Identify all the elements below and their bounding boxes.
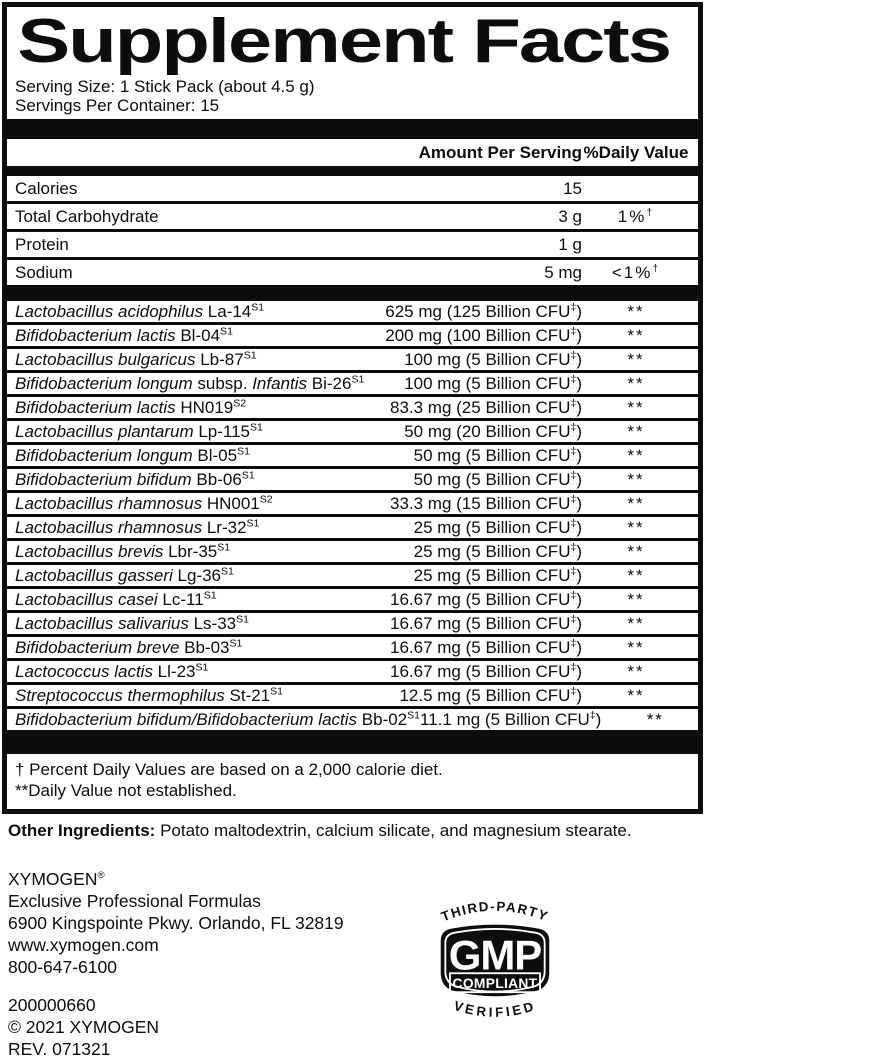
other-ingredients-text: Potato maltodextrin, calcium silicate, and magnesium stearate. <box>155 821 632 840</box>
table-row <box>7 613 698 637</box>
table-row <box>7 469 698 493</box>
registered-mark: ® <box>97 870 105 881</box>
ingredient-name: Lactococcus lactis $Ll-23^{S1}$ <box>15 661 209 681</box>
footnote-not-established: **Daily Value not established. <box>15 781 237 800</box>
company-block <box>8 865 697 978</box>
ingredient-amount: 50 mg (5 Billion CFU‡) <box>413 469 582 489</box>
ingredient-amount: 25 mg (5 Billion CFU‡) <box>413 565 582 585</box>
ingredient-name: Lactobacillus plantarum $Lp-115^{S1}$ <box>15 421 263 441</box>
ingredient-name: Lactobacillus brevis Lbr-$35^{S1}$ <box>15 541 231 561</box>
ingredient-daily-value: ** <box>627 350 645 369</box>
ingredient-amount: 200 mg (100 Billion CFU‡) <box>385 325 582 345</box>
badge-box-text: COMPLIANT <box>452 975 538 992</box>
ingredient-name: Calories <box>15 179 78 198</box>
divider-bar-header <box>7 166 698 176</box>
ingredient-amount: 3 g <box>558 207 582 226</box>
ingredient-amount: 15 <box>563 179 582 198</box>
table-row <box>7 204 698 232</box>
ingredient-amount: 33.3 mg (15 Billion CFU‡) <box>390 493 582 513</box>
table-row <box>7 349 698 373</box>
copyright: © 2021 XYMOGEN <box>8 1016 160 1037</box>
column-header-row <box>7 139 698 166</box>
ingredient-daily-value: ** <box>627 374 645 393</box>
ingredient-name: Streptococcus thermophilus $St-21^{S1}$ <box>15 685 284 705</box>
table-row <box>7 421 698 445</box>
ingredient-daily-value: ** <box>627 470 645 489</box>
company-phone: 800-647-6100 <box>8 956 117 977</box>
ingredient-amount: 16.67 mg (5 Billion CFU‡) <box>390 613 582 633</box>
table-row <box>7 685 698 709</box>
ingredient-name: Bifidobacterium longum $Bl-05^{S1}$ <box>15 445 250 465</box>
ingredient-daily-value: ** <box>627 494 645 513</box>
table-row <box>7 445 698 469</box>
table-row <box>7 232 698 260</box>
ingredient-daily-value: ** <box>627 686 645 705</box>
gmp-compliant-badge-icon <box>427 899 563 1027</box>
table-row <box>7 541 698 565</box>
item-number: 200000660 <box>8 994 96 1015</box>
ingredient-daily-value: ** <box>627 566 645 585</box>
table-row <box>7 637 698 661</box>
table-row <box>7 301 698 325</box>
svg-text:VERIFIED <box>452 998 538 1020</box>
table-row <box>7 661 698 685</box>
divider-bar-footnote <box>7 730 698 754</box>
ingredient-amount: 100 mg (5 Billion CFU‡) <box>404 373 582 393</box>
company-address: 6900 Kingspointe Pkwy. Orlando, FL 32819 <box>8 912 344 933</box>
ingredient-name: Bifidobacterium lactis $Bl-04^{S1}$ <box>15 325 233 345</box>
ingredient-name: Lactobacillus acidophilus $La-14^{S1}$ <box>15 301 265 321</box>
ingredient-name: Lactobacillus gasseri $Lg-36^{S1}$ <box>15 565 234 585</box>
ingredient-daily-value: ** <box>627 590 645 609</box>
brand-name: XYMOGEN® <box>8 868 105 889</box>
table-row <box>7 176 698 204</box>
ingredient-daily-value: ** <box>627 518 645 537</box>
ingredient-amount: 16.67 mg (5 Billion CFU‡) <box>390 637 582 657</box>
ingredient-name: Sodium <box>15 263 73 282</box>
ingredient-daily-value: ** <box>627 422 645 441</box>
ingredient-name: Bifidobacterium bifidum/Bifidobacterium lactis $Bb-02^{S1}$ <box>15 709 421 729</box>
ingredient-daily-value: ** <box>627 398 645 417</box>
badge-arc-bottom-text: VERIFIED <box>451 997 539 1020</box>
ingredient-daily-value: ** <box>627 614 645 633</box>
serving-size: Serving Size: 1 Stick Pack (about 4.5 g) <box>15 77 315 96</box>
ingredient-amount: 16.67 mg (5 Billion CFU‡) <box>390 589 582 609</box>
ingredient-daily-value: <1%† <box>611 262 661 282</box>
table-row <box>7 517 698 541</box>
serving-info <box>7 75 698 119</box>
ingredient-amount: 16.67 mg (5 Billion CFU‡) <box>390 661 582 681</box>
svg-text:THIRD-PARTY <box>439 899 551 924</box>
ingredient-name: Bifidobacterium bifidum $Bb-06^{S1}$ <box>15 469 255 489</box>
ingredient-amount: 5 mg <box>544 263 582 282</box>
ingredient-amount: 1 g <box>558 235 582 254</box>
table-row <box>7 373 698 397</box>
panel-title: Supplement Facts <box>17 7 671 76</box>
probiotics-table <box>7 301 698 730</box>
other-ingredients <box>8 821 697 841</box>
other-ingredients-label: Other Ingredients: <box>8 821 156 840</box>
ingredient-daily-value: ** <box>627 302 645 321</box>
badge-arc-top-text: THIRD-PARTY <box>439 899 551 925</box>
table-row <box>7 260 698 285</box>
ingredient-name: Protein <box>15 235 69 254</box>
ingredient-amount: 83.3 mg (25 Billion CFU‡) <box>390 397 582 417</box>
ingredient-amount: 100 mg (5 Billion CFU‡) <box>404 349 582 369</box>
footnote-daily-value: † Percent Daily Values are based on a 2,000 calorie diet. <box>15 760 443 779</box>
ingredient-amount: 12.5 mg (5 Billion CFU‡) <box>399 685 582 705</box>
company-tagline: Exclusive Professional Formulas <box>8 890 261 911</box>
revision-number: REV. 071321 <box>8 1038 111 1059</box>
ingredient-daily-value: 1%† <box>617 206 655 226</box>
company-website: www.xymogen.com <box>8 934 159 955</box>
divider-bar-top <box>7 119 698 139</box>
servings-per-container: Servings Per Container: 15 <box>15 96 220 115</box>
supplement-facts-panel <box>2 2 703 814</box>
ingredient-daily-value: ** <box>646 710 664 729</box>
table-row <box>7 565 698 589</box>
table-row <box>7 493 698 517</box>
ingredient-daily-value: ** <box>627 542 645 561</box>
ingredient-daily-value: ** <box>627 638 645 657</box>
footnotes <box>7 754 698 809</box>
ingredient-daily-value: ** <box>627 326 645 345</box>
ingredient-amount: 50 mg (20 Billion CFU‡) <box>404 421 582 441</box>
ingredient-amount: 50 mg (5 Billion CFU‡) <box>413 445 582 465</box>
ingredient-amount: 25 mg (5 Billion CFU‡) <box>413 517 582 537</box>
ingredient-name: Bifidobacterium breve $Bb-03^{S1}$ <box>15 637 243 657</box>
supplement-label <box>0 2 705 1059</box>
ingredient-amount: 11.1 mg (5 Billion CFU‡) <box>420 709 602 729</box>
table-row <box>7 397 698 421</box>
ingredient-name: Lactobacillus bulgaricus $Lb-87^{S1}$ <box>15 349 257 369</box>
badge-center-text: GMP <box>448 931 542 979</box>
ingredient-name: Lactobacillus casei $Lc-11^{S1}$ <box>15 589 217 609</box>
ingredient-daily-value: ** <box>627 446 645 465</box>
ingredient-name: Total Carbohydrate <box>15 207 159 226</box>
nutrients-table <box>7 176 698 285</box>
column-header-daily-value: %Daily Value <box>583 143 689 162</box>
ingredient-name: Bifidobacterium longum subsp. Infantis $Bi-26^{S1}$ <box>15 373 365 393</box>
table-row <box>7 325 698 349</box>
ingredient-amount: 25 mg (5 Billion CFU‡) <box>413 541 582 561</box>
table-row <box>7 709 698 730</box>
ingredient-name: Lactobacillus salivarius $Ls-33^{S1}$ <box>15 613 250 633</box>
ingredient-name: Lactobacillus rhamnosus $Lr-32^{S1}$ <box>15 517 260 537</box>
ingredient-name: Lactobacillus rhamnosus $HN001^{S2}$ <box>15 493 273 513</box>
divider-bar-section <box>7 285 698 301</box>
ingredient-amount: 625 mg (125 Billion CFU‡) <box>385 301 582 321</box>
ingredient-name: Bifidobacterium lactis $HN019^{S2}$ <box>15 397 247 417</box>
table-row <box>7 589 698 613</box>
column-header-amount: Amount Per Serving <box>418 143 582 162</box>
ingredient-daily-value: ** <box>627 662 645 681</box>
label-meta-block <box>8 994 697 1060</box>
